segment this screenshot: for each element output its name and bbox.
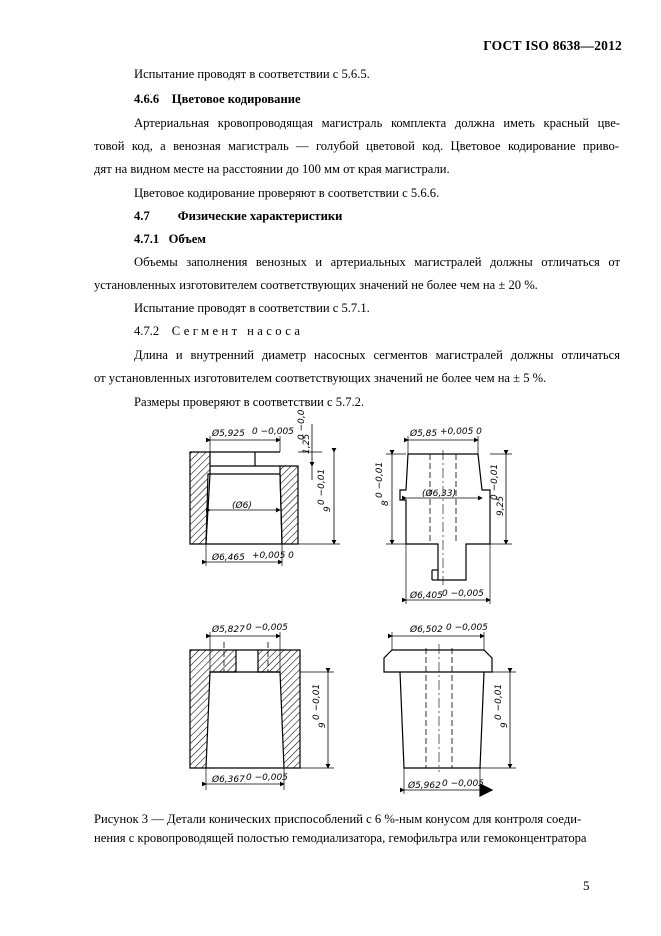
dim-bl-top-tol: 0 −0,005 <box>246 623 288 633</box>
section-number: 4.7.2 <box>134 324 160 338</box>
dim-br-top-tol: 0 −0,005 <box>446 623 488 633</box>
dim-bl-bottom-tol: 0 −0,005 <box>246 773 288 783</box>
dim-bl-bottom: Ø6,367 <box>212 775 245 785</box>
dim-bl-height: 9 <box>318 722 328 728</box>
dim-br-height-tol: 0 −0,01 <box>494 683 504 720</box>
dim-tr-height: 9,25 <box>496 495 506 516</box>
section-heading-4-7-2 <box>134 323 303 339</box>
dim-bl-height-tol: 0 −0,01 <box>312 683 322 720</box>
dim-tl-height: 9 <box>323 506 333 512</box>
dim-tr-bottom: Ø6,405 <box>410 591 443 601</box>
dim-bl-top: Ø5,827 <box>212 625 245 635</box>
paragraph-color-line1: Артериальная кровопроводящая магистраль комплекта должна иметь красный цве- <box>134 116 620 130</box>
section-heading-4-6-6 <box>134 91 301 107</box>
section-heading-4-7 <box>134 208 342 224</box>
figure-caption-line1: Рисунок 3 — Детали конических приспособлений с 6 %-ным конусом для контроля соеди- <box>94 812 582 826</box>
section-number: 4.7.1 <box>134 232 160 246</box>
section-title: Объем <box>168 232 206 246</box>
dim-tr-left: 8 <box>381 500 391 506</box>
dim-tr-top-tol: +0,005 0 <box>440 427 482 437</box>
standard-header: ГОСТ ISO 8638—2012 <box>483 38 622 53</box>
paragraph-color-line2: товой код, а венозная магистраль — голубой цветовой код. Цветовое кодирование приво- <box>94 139 619 153</box>
section-title: Физические характеристики <box>177 209 343 223</box>
figure-3-svg <box>170 410 530 800</box>
paragraph-test-ref-571: Испытание проводят в соответствии с 5.7.1. <box>134 301 370 315</box>
dim-tr-left-tol: 0 −0,01 <box>375 461 385 498</box>
page-number: 5 <box>583 878 590 893</box>
dim-tr-top: Ø5,85 <box>410 429 438 439</box>
paragraph-segment-line2: от установленных изготовителем соответствующих значений не более чем на ± 5 %. <box>94 371 547 385</box>
dimension-labels <box>211 410 510 791</box>
section-number: 4.7 <box>134 209 150 223</box>
dim-tl-height-tol: 0 −0,01 <box>317 468 327 505</box>
dim-br-bottom: Ø5,962 <box>408 781 441 791</box>
section-title: Сегмент насоса <box>171 324 304 338</box>
part-top-right <box>386 436 512 604</box>
figure-caption-line2: нения с кровопроводящей полостью гемодиализатора, гемофильтра или гемоконцентратора <box>94 831 587 845</box>
paragraph-test-ref-565: Испытание проводят в соответствии с 5.6.5. <box>134 67 370 81</box>
dim-tl-small: 1,25 <box>302 433 312 454</box>
dim-tl-top: Ø5,925 <box>212 429 245 439</box>
dim-tl-bottom: Ø6,465 <box>212 553 245 563</box>
dim-tr-height-tol: 0 −0,01 <box>490 463 500 500</box>
paragraph-test-ref-572: Размеры проверяют в соответствии с 5.7.2. <box>134 395 365 409</box>
dim-tr-bottom-tol: 0 −0,005 <box>442 589 484 599</box>
dim-tl-bottom-tol: +0,005 0 <box>252 551 294 561</box>
dim-tr-inner: (Ø6,33) <box>422 489 457 499</box>
dim-br-height: 9 <box>500 722 510 728</box>
section-number: 4.6.6 <box>134 92 160 106</box>
dim-br-bottom-tol: 0 −0,005 <box>442 779 484 789</box>
section-title: Цветовое кодирование <box>171 92 301 106</box>
paragraph-test-ref-566: Цветовое кодирование проверяют в соответствии с 5.6.6. <box>134 186 440 200</box>
section-heading-4-7-1 <box>134 231 206 247</box>
paragraph-volume-line1: Объемы заполнения венозных и артериальных магистралей должны отличаться от <box>134 255 620 269</box>
figure-3-drawing <box>170 410 530 805</box>
dim-br-top: Ø6,502 <box>410 625 443 635</box>
paragraph-volume-line2: установленных изготовителем соответствующих значений не более чем на ± 20 %. <box>94 278 538 292</box>
dim-tl-small-tol: 0 −0,01 <box>297 410 307 440</box>
paragraph-segment-line1: Длина и внутренний диаметр насосных сегментов магистралей должны отличаться <box>134 348 620 362</box>
dim-tl-inner: (Ø6) <box>232 501 252 511</box>
dim-tl-top-tol: 0 −0,005 <box>252 427 294 437</box>
paragraph-color-line3: дят на видном месте на расстоянии до 100 мм от края магистрали. <box>94 162 450 176</box>
